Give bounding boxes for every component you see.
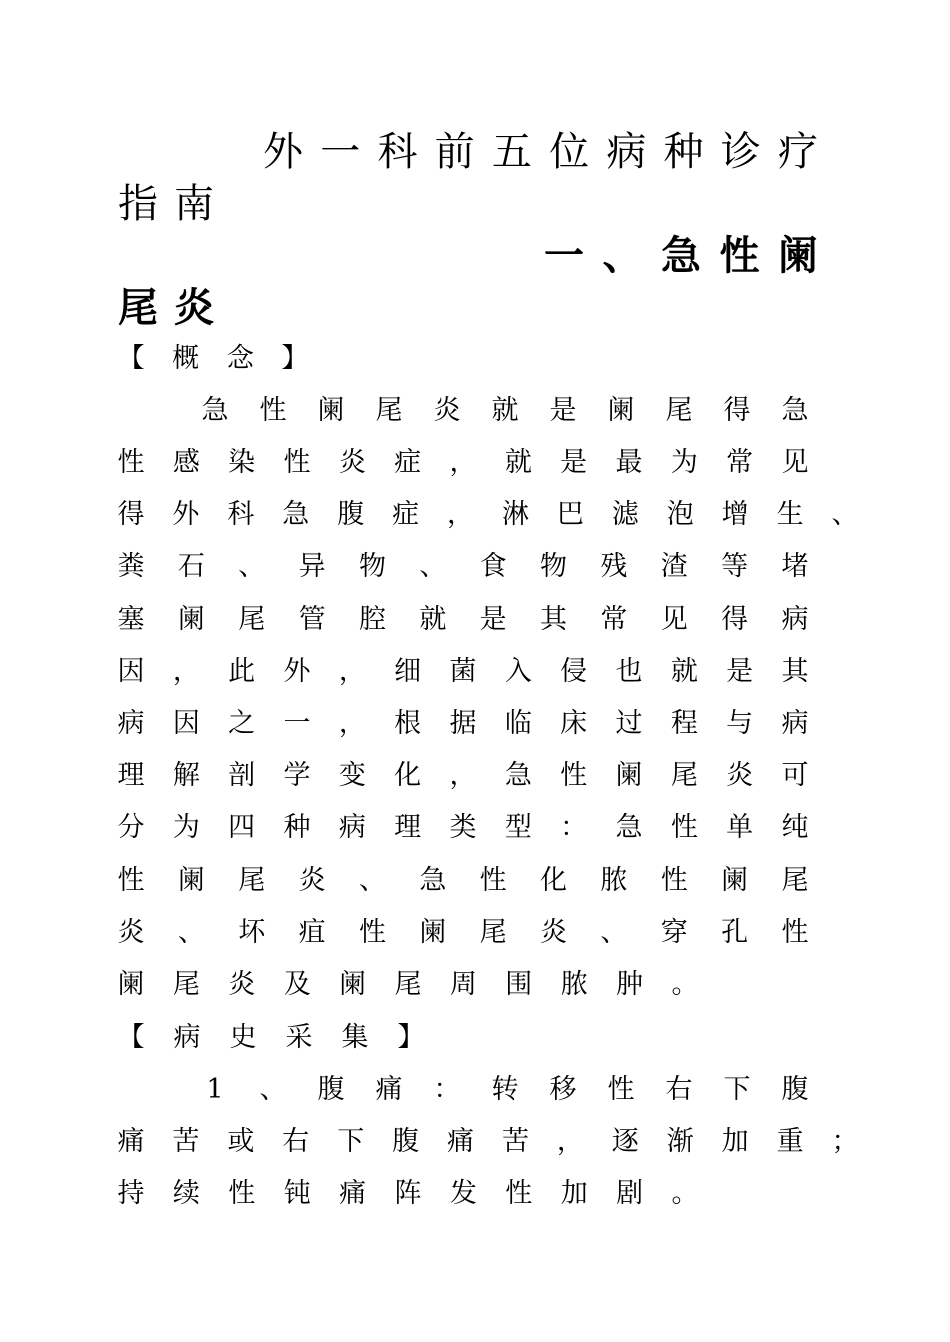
text-glyph: 、	[600, 917, 628, 948]
text-glyph: 其	[781, 656, 809, 687]
text-glyph: 阑	[177, 865, 205, 896]
text-glyph: 病	[606, 129, 647, 175]
text-glyph: 性	[607, 1074, 635, 1105]
text-glyph: 阑	[778, 232, 818, 279]
text-glyph: 念	[226, 343, 254, 374]
text-glyph: 与	[726, 708, 754, 739]
text-glyph: 分	[117, 812, 145, 843]
text-glyph: 性	[117, 865, 145, 896]
text-glyph: 疗	[778, 129, 818, 175]
text-glyph: 尾	[479, 917, 507, 948]
text-glyph: 性	[358, 917, 386, 948]
text-glyph: 】	[397, 1022, 425, 1053]
text-glyph: 脓	[560, 969, 588, 1000]
text-glyph: 变	[338, 760, 366, 791]
text-glyph: ，	[449, 447, 477, 478]
text-glyph: ，	[447, 499, 475, 530]
text-glyph: ，	[449, 760, 477, 791]
text-glyph: 残	[600, 551, 628, 582]
text-glyph: ，	[556, 1126, 584, 1157]
text-glyph: 临	[504, 708, 532, 739]
text-glyph: 巴	[556, 499, 584, 530]
text-glyph: 管	[298, 604, 326, 635]
text-glyph: 急	[661, 232, 701, 279]
text-glyph: 四	[228, 812, 256, 843]
text-glyph: 炎	[540, 917, 568, 948]
text-glyph: 五	[491, 129, 532, 175]
text-glyph: 渐	[666, 1126, 694, 1157]
text-glyph: 细	[394, 656, 422, 687]
text-glyph: 物	[358, 551, 386, 582]
text-glyph: 下	[337, 1126, 365, 1157]
text-glyph: 前	[434, 129, 475, 175]
text-glyph: 南	[174, 181, 214, 227]
text-glyph: 【	[117, 343, 145, 374]
text-glyph: 最	[615, 447, 643, 478]
text-glyph: 感	[172, 447, 200, 478]
text-glyph: 及	[283, 969, 311, 1000]
text-glyph: 一	[544, 232, 584, 279]
text-glyph: 【	[117, 1022, 145, 1053]
text-glyph: 石	[177, 551, 205, 582]
text-glyph: 、	[238, 551, 266, 582]
text-glyph: 程	[670, 708, 698, 739]
text-glyph: 性	[228, 1178, 256, 1209]
text-glyph: 钝	[283, 1178, 311, 1209]
text-glyph: 据	[449, 708, 477, 739]
text-glyph: 增	[721, 499, 749, 530]
text-glyph: 续	[172, 1178, 200, 1209]
text-glyph: 科	[227, 499, 255, 530]
text-glyph: 、	[602, 232, 643, 279]
text-glyph: 重	[776, 1126, 804, 1157]
text-glyph: ；	[831, 1126, 859, 1157]
text-glyph: 尾	[375, 395, 403, 426]
text-glyph: 渣	[660, 551, 688, 582]
text-glyph: 急	[419, 865, 447, 896]
text-glyph: 食	[479, 551, 507, 582]
text-glyph: 阑	[615, 760, 643, 791]
text-glyph: 解	[172, 760, 200, 791]
text-glyph: 、	[358, 865, 386, 896]
text-glyph: 根	[394, 708, 422, 739]
text-glyph: ，	[338, 708, 366, 739]
text-glyph: 性	[117, 447, 145, 478]
text-glyph: 化	[394, 760, 422, 791]
text-glyph: 加	[721, 1126, 749, 1157]
text-glyph: 堵	[781, 551, 809, 582]
text-glyph: 急	[504, 760, 532, 791]
text-glyph: 、	[177, 917, 205, 948]
text-glyph: ：	[433, 1074, 461, 1105]
text-glyph: 。	[671, 969, 699, 1000]
text-glyph: 坏	[238, 917, 266, 948]
text-glyph: 位	[549, 129, 590, 175]
text-glyph: 】	[281, 343, 309, 374]
text-glyph: 炎	[117, 917, 145, 948]
text-glyph: 粪	[117, 551, 145, 582]
text-glyph: 之	[228, 708, 256, 739]
text-glyph: 床	[560, 708, 588, 739]
text-glyph: 、	[419, 551, 447, 582]
text-glyph: 过	[615, 708, 643, 739]
text-glyph: 转	[491, 1074, 519, 1105]
text-glyph: 可	[781, 760, 809, 791]
text-glyph: 穿	[660, 917, 688, 948]
text-glyph: 急	[781, 395, 809, 426]
text-glyph: 性	[505, 1178, 533, 1209]
text-glyph: 塞	[117, 604, 145, 635]
text-glyph: 纯	[781, 812, 809, 843]
text-glyph: 尾	[665, 395, 693, 426]
text-glyph: 病	[173, 1022, 201, 1053]
text-glyph: 见	[660, 604, 688, 635]
text-glyph: 常	[600, 604, 628, 635]
text-glyph: 痛	[117, 1126, 145, 1157]
text-glyph: 见	[781, 447, 809, 478]
text-glyph: 种	[283, 812, 311, 843]
text-glyph: 痛	[339, 1178, 367, 1209]
text-glyph: 或	[227, 1126, 255, 1157]
text-glyph: 症	[394, 447, 422, 478]
text-glyph: 急	[201, 395, 229, 426]
text-glyph: 染	[228, 447, 256, 478]
text-glyph: 等	[721, 551, 749, 582]
text-glyph: 尾	[781, 865, 809, 896]
text-glyph: 侵	[560, 656, 588, 687]
text-glyph: 腹	[392, 1126, 420, 1157]
text-glyph: 是	[479, 604, 507, 635]
text-glyph: 病	[117, 708, 145, 739]
text-glyph: 疽	[298, 917, 326, 948]
text-glyph: 围	[505, 969, 533, 1000]
text-glyph: 炎	[298, 865, 326, 896]
text-glyph: 苦	[501, 1126, 529, 1157]
text-glyph: 化	[540, 865, 568, 896]
text-glyph: ，	[172, 656, 200, 687]
text-glyph: 类	[449, 812, 477, 843]
text-glyph: 急	[282, 499, 310, 530]
text-glyph: ：	[560, 812, 588, 843]
text-glyph: 型	[504, 812, 532, 843]
text-glyph: 学	[283, 760, 311, 791]
text-glyph: 1	[206, 1074, 224, 1105]
text-glyph: 常	[726, 447, 754, 478]
text-glyph: 剧	[616, 1178, 644, 1209]
text-glyph: 炎	[228, 969, 256, 1000]
text-glyph: 一	[320, 129, 361, 175]
text-glyph: 尾	[394, 969, 422, 1000]
text-glyph: 腹	[337, 499, 365, 530]
text-glyph: 加	[560, 1178, 588, 1209]
text-glyph: 史	[229, 1022, 257, 1053]
text-glyph: 泡	[666, 499, 694, 530]
text-glyph: 炎	[726, 760, 754, 791]
text-glyph: 炎	[433, 395, 461, 426]
text-glyph: 下	[723, 1074, 751, 1105]
text-glyph: 淋	[501, 499, 529, 530]
text-glyph: 周	[449, 969, 477, 1000]
text-glyph: 为	[670, 447, 698, 478]
text-glyph: 症	[392, 499, 420, 530]
text-glyph: 右	[665, 1074, 693, 1105]
text-glyph: 。	[671, 1178, 699, 1209]
text-glyph: 孔	[721, 917, 749, 948]
text-glyph: 病	[338, 812, 366, 843]
text-glyph: 此	[228, 656, 256, 687]
text-glyph: 移	[549, 1074, 577, 1105]
text-glyph: 痛	[447, 1126, 475, 1157]
text-glyph: 炎	[174, 284, 214, 331]
text-glyph: 尾	[670, 760, 698, 791]
text-glyph: 性	[781, 917, 809, 948]
text-glyph: 指	[118, 181, 158, 227]
text-glyph: 性	[719, 232, 760, 279]
text-glyph: 外	[172, 499, 200, 530]
text-glyph: 肿	[616, 969, 644, 1000]
text-glyph: 性	[560, 760, 588, 791]
text-glyph: 阑	[721, 865, 749, 896]
text-glyph: 单	[726, 812, 754, 843]
text-glyph: 病	[781, 708, 809, 739]
text-glyph: 尾	[118, 284, 158, 331]
text-glyph: 阑	[419, 917, 447, 948]
text-glyph: 性	[259, 395, 287, 426]
text-glyph: 是	[560, 447, 588, 478]
text-glyph: 得	[117, 499, 145, 530]
text-glyph: 痛	[375, 1074, 403, 1105]
text-glyph: 异	[298, 551, 326, 582]
text-glyph: 诊	[720, 129, 761, 175]
text-glyph: 苦	[172, 1126, 200, 1157]
text-glyph: 得	[723, 395, 751, 426]
text-glyph: 滤	[611, 499, 639, 530]
text-glyph: 脓	[600, 865, 628, 896]
text-glyph: 急	[615, 812, 643, 843]
text-glyph: 为	[172, 812, 200, 843]
text-glyph: 也	[615, 656, 643, 687]
text-glyph: 理	[117, 760, 145, 791]
text-glyph: ，	[338, 656, 366, 687]
text-glyph: 外	[283, 656, 311, 687]
text-glyph: 就	[504, 447, 532, 478]
text-glyph: 就	[419, 604, 447, 635]
text-glyph: 阑	[117, 969, 145, 1000]
text-glyph: 剖	[228, 760, 256, 791]
text-glyph: 菌	[449, 656, 477, 687]
text-glyph: 采	[285, 1022, 313, 1053]
text-glyph: 右	[282, 1126, 310, 1157]
text-glyph: 、	[831, 499, 859, 530]
text-glyph: 外	[263, 129, 303, 175]
text-glyph: 是	[726, 656, 754, 687]
text-glyph: 就	[670, 656, 698, 687]
text-glyph: 阑	[317, 395, 345, 426]
text-glyph: 性	[479, 865, 507, 896]
text-glyph: 性	[283, 447, 311, 478]
text-glyph: 逐	[611, 1126, 639, 1157]
text-glyph: 集	[341, 1022, 369, 1053]
text-glyph: 因	[117, 656, 145, 687]
text-glyph: 性	[660, 865, 688, 896]
text-glyph: 腔	[358, 604, 386, 635]
text-glyph: 阑	[339, 969, 367, 1000]
text-glyph: 阑	[177, 604, 205, 635]
text-glyph: 理	[394, 812, 422, 843]
text-glyph: 物	[540, 551, 568, 582]
text-glyph: 一	[283, 708, 311, 739]
text-glyph: 尾	[172, 969, 200, 1000]
text-glyph: 是	[549, 395, 577, 426]
text-glyph: 病	[781, 604, 809, 635]
text-glyph: 生	[776, 499, 804, 530]
text-glyph: 尾	[238, 604, 266, 635]
text-glyph: 阵	[394, 1178, 422, 1209]
text-glyph: 持	[117, 1178, 145, 1209]
text-glyph: 种	[663, 129, 704, 175]
text-glyph: 炎	[338, 447, 366, 478]
text-glyph: 阑	[607, 395, 635, 426]
text-glyph: 尾	[238, 865, 266, 896]
text-glyph: 就	[491, 395, 519, 426]
text-glyph: 其	[540, 604, 568, 635]
text-glyph: 发	[449, 1178, 477, 1209]
text-glyph: 科	[377, 129, 418, 175]
text-glyph: 腹	[317, 1074, 345, 1105]
text-glyph: 概	[172, 343, 200, 374]
text-glyph: 因	[172, 708, 200, 739]
text-glyph: 性	[670, 812, 698, 843]
text-glyph: 入	[504, 656, 532, 687]
text-glyph: 得	[721, 604, 749, 635]
text-glyph: 腹	[781, 1074, 809, 1105]
text-glyph: 、	[259, 1074, 287, 1105]
